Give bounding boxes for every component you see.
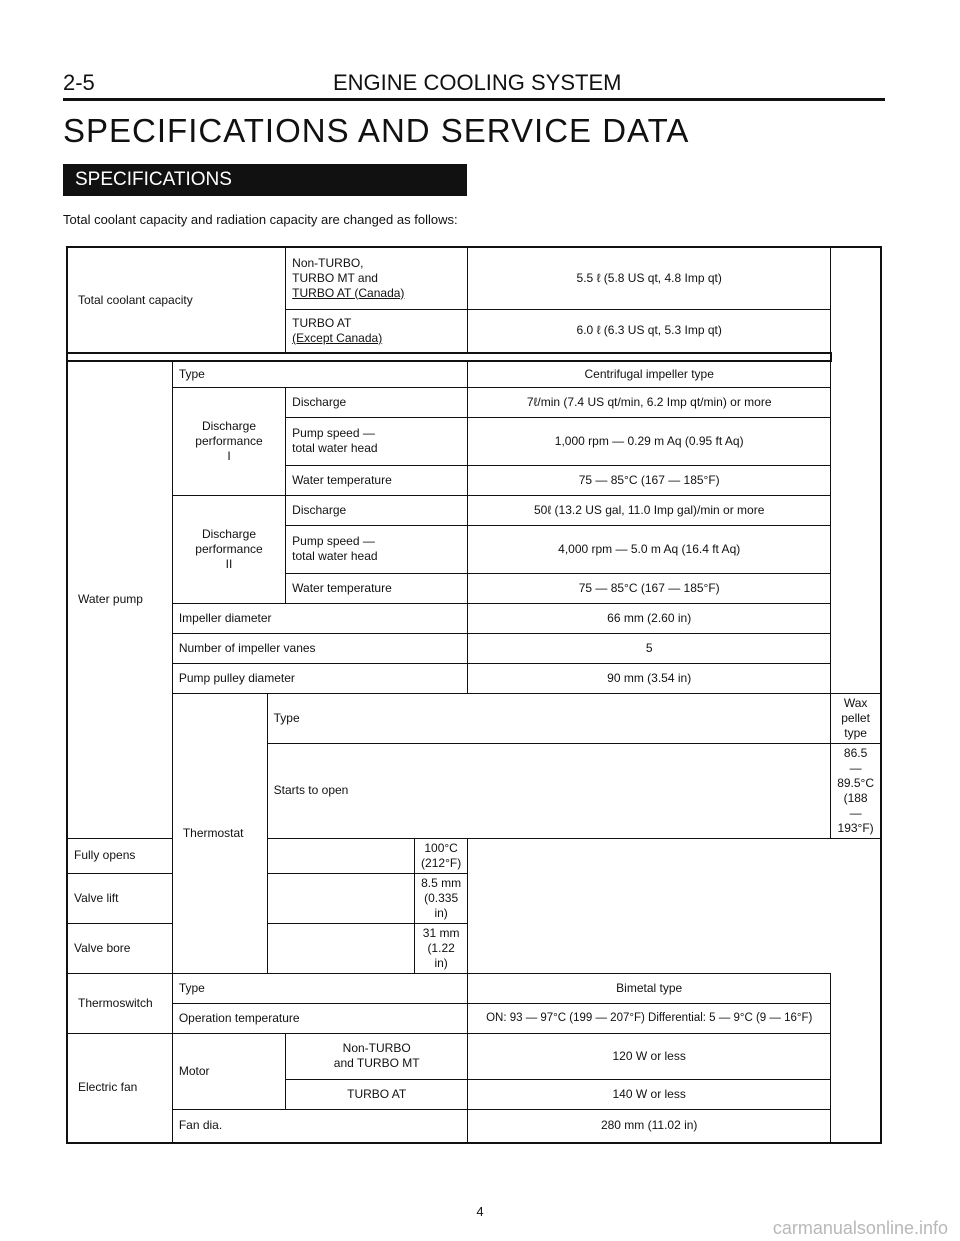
motor-value-1: 120 W or less bbox=[468, 1033, 831, 1079]
impeller-value: 66 mm (2.60 in) bbox=[468, 603, 831, 633]
motor-label: Motor bbox=[172, 1033, 285, 1109]
table-row bbox=[67, 923, 881, 973]
table-row bbox=[67, 495, 881, 525]
perf2-temp-value: 75 — 85°C (167 — 185°F) bbox=[468, 573, 831, 603]
specifications-table bbox=[66, 246, 882, 1144]
pulley-value: 90 mm (3.54 in) bbox=[468, 663, 831, 693]
perf2-label: Discharge performance II bbox=[172, 495, 285, 603]
perf1-pump-label: Pump speed — total water head bbox=[286, 417, 468, 465]
perf2-discharge-value: 50ℓ (13.2 US gal, 11.0 Imp gal)/min or more bbox=[468, 495, 831, 525]
main-title: SPECIFICATIONS AND SERVICE DATA bbox=[63, 112, 690, 149]
thermoswitch-label: Thermoswitch bbox=[67, 973, 172, 1033]
table-row bbox=[67, 838, 881, 873]
page-number: 2-5 bbox=[63, 70, 95, 95]
thermostat-open-value: 86.5 — 89.5°C (188 — 193°F) bbox=[831, 743, 881, 838]
header-rule bbox=[63, 98, 885, 101]
motor-condition-2: TURBO AT bbox=[286, 1079, 468, 1109]
thermostat-type-value: Wax pellet type bbox=[831, 693, 881, 743]
page-footer-number: 4 bbox=[476, 1204, 484, 1219]
motor-condition-1: Non-TURBO and TURBO MT bbox=[286, 1033, 468, 1079]
table-row bbox=[67, 663, 881, 693]
table-row bbox=[67, 361, 881, 387]
fan-dia-label: Fan dia. bbox=[172, 1109, 467, 1143]
perf2-pump-label: Pump speed — total water head bbox=[286, 525, 468, 573]
water-pump-label: Water pump bbox=[67, 361, 172, 838]
thermoswitch-temp-value: ON: 93 — 97°C (199 — 207°F) Differential: 5 — 9°C (9 — 16°F) bbox=[468, 1003, 831, 1033]
motor-value-2: 140 W or less bbox=[468, 1079, 831, 1109]
thermostat-bore-value: 31 mm (1.22 in) bbox=[415, 923, 468, 973]
thermostat-lift-value: 8.5 mm (0.335 in) bbox=[415, 873, 468, 923]
thermostat-lift-label: Valve lift bbox=[67, 873, 415, 923]
perf1-discharge-label: Discharge bbox=[286, 387, 468, 417]
table-row bbox=[67, 387, 881, 417]
table-row bbox=[67, 1003, 881, 1033]
thermoswitch-type-value: Bimetal type bbox=[468, 973, 831, 1003]
pulley-label: Pump pulley diameter bbox=[172, 663, 467, 693]
table-row bbox=[67, 973, 881, 1003]
thermostat-bore-label: Valve bore bbox=[67, 923, 415, 973]
thermostat-open-label: Starts to open bbox=[267, 743, 831, 838]
impeller-label: Impeller diameter bbox=[172, 603, 467, 633]
table-row bbox=[67, 603, 881, 633]
table-row bbox=[67, 873, 881, 923]
perf1-label: Discharge performance I bbox=[172, 387, 285, 495]
perf2-temp-label: Water temperature bbox=[286, 573, 468, 603]
vanes-value: 5 bbox=[468, 633, 831, 663]
coolant-condition-2: TURBO AT (Except Canada) bbox=[286, 309, 468, 353]
perf1-temp-value: 75 — 85°C (167 — 185°F) bbox=[468, 465, 831, 495]
intro-text: Total coolant capacity and radiation capacity are changed as follows: bbox=[63, 212, 458, 227]
electric-fan-label: Electric fan bbox=[67, 1033, 172, 1143]
perf2-pump-value: 4,000 rpm — 5.0 m Aq (16.4 ft Aq) bbox=[468, 525, 831, 573]
watermark: carmanualsonline.info bbox=[772, 1218, 948, 1238]
perf1-temp-label: Water temperature bbox=[286, 465, 468, 495]
thermostat-full-label: Fully opens bbox=[67, 838, 415, 873]
thermoswitch-type-label: Type bbox=[172, 973, 467, 1003]
table-row bbox=[67, 1033, 881, 1079]
thermostat-full-value: 100°C (212°F) bbox=[415, 838, 468, 873]
pump-type-label: Type bbox=[172, 361, 467, 387]
section-gap bbox=[67, 353, 881, 361]
chapter-title: ENGINE COOLING SYSTEM bbox=[333, 70, 622, 95]
coolant-value-1: 5.5 ℓ (5.8 US qt, 4.8 Imp qt) bbox=[468, 247, 831, 309]
coolant-label: Total coolant capacity bbox=[67, 247, 286, 353]
thermoswitch-temp-label: Operation temperature bbox=[172, 1003, 467, 1033]
table-row bbox=[67, 693, 881, 743]
page-header bbox=[63, 66, 885, 94]
vanes-label: Number of impeller vanes bbox=[172, 633, 467, 663]
coolant-value-2: 6.0 ℓ (6.3 US qt, 5.3 Imp qt) bbox=[468, 309, 831, 353]
fan-dia-value: 280 mm (11.02 in) bbox=[468, 1109, 831, 1143]
table-row bbox=[67, 247, 881, 309]
perf1-discharge-value: 7ℓ/min (7.4 US qt/min, 6.2 Imp qt/min) or more bbox=[468, 387, 831, 417]
thermostat-type-label: Type bbox=[267, 693, 831, 743]
pump-type-value: Centrifugal impeller type bbox=[468, 361, 831, 387]
section-banner-text: SPECIFICATIONS bbox=[75, 169, 232, 190]
coolant-condition-1: Non-TURBO, TURBO MT and TURBO AT (Canada) bbox=[286, 247, 468, 309]
perf1-pump-value: 1,000 rpm — 0.29 m Aq (0.95 ft Aq) bbox=[468, 417, 831, 465]
table-row bbox=[67, 1109, 881, 1143]
thermostat-label: Thermostat bbox=[172, 693, 267, 973]
perf2-discharge-label: Discharge bbox=[286, 495, 468, 525]
table-row bbox=[67, 633, 881, 663]
section-banner bbox=[63, 164, 467, 196]
